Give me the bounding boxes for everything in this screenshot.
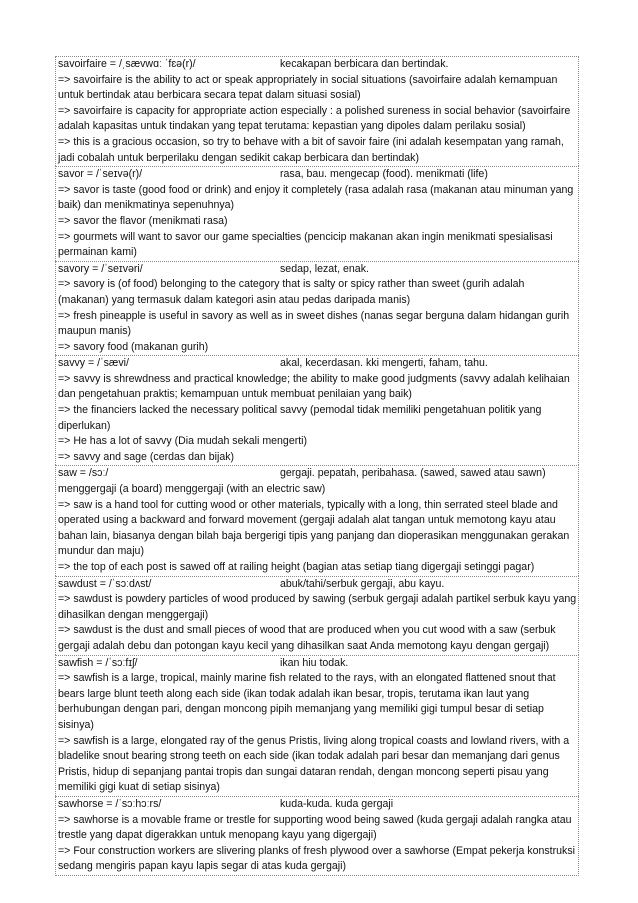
entry-meaning: gergaji. pepatah, peribahasa. (sawed, sawed atau sawn) [280,467,546,480]
entry-meaning: akal, kecerdasan. kki mengerti, faham, tahu. [280,357,488,370]
example-line: => savory food (makanan gurih) [58,340,209,353]
entry-term: savoirfaire = /ˌsævwɑː ˈfɛə(r)/ [58,58,196,70]
entry-meaning: kecakapan berbicara dan bertindak. [280,58,449,70]
entry-term: savor = /ˈseɪvə(r)/ [58,168,143,181]
example-line: => savoirfaire is the ability to act or speak appropriately in social situations (savoirfaire adalah kemampuan untuk bertindak atau berbicara secara tepat dalam situasi sosial) [58,73,558,102]
entry-sawdust [55,576,579,655]
entry-meaning: kuda-kuda. kuda gergaji [280,797,394,810]
example-line: => sawhorse is a movable frame or trestle for supporting wood being sawed (kuda gergaji adalah rangka atau trestle yang dapat digerakkan untuk menopang kayu yang digergaji) [58,813,572,842]
example-line: => gourmets will want to savor our game specialties (pencicip makanan akan ingin menikmati spesialisasi permainan kami) [58,230,553,259]
example-line: => the top of each post is sawed off at railing height (bagian atas setiap tiang digergaji setinggi pagar) [58,561,535,573]
example-line: => savvy and sage (cerdas dan bijak) [58,450,235,463]
entry-head [58,466,577,482]
example-line: => He has a lot of savvy (Dia mudah sekali mengerti) [58,435,308,448]
entry-head [58,57,577,73]
entry-term: sawdust = /ˈsɔːdʌst/ [58,577,152,590]
entry-term: sawfish = /ˈsɔːfɪʃ/ [58,656,138,669]
example-line: => savvy is shrewdness and practical knowledge; the ability to make good judgments (savvy adalah kelihaian dan pengetahuan praktis; kemampuan untuk membuat penilaian yang baik) [58,372,570,401]
example-line: => savor the flavor (menikmati rasa) [58,214,228,227]
entry-meaning: ikan hiu todak. [280,656,349,669]
entry-head [58,262,577,278]
example-line: => the financiers lacked the necessary political savvy (pemodal tidak memiliki pengetahuan politik yang diperlukan) [58,404,542,432]
dictionary-page [55,56,579,876]
example-line: => savory is (of food) belonging to the category that is salty or spicy rather than sweet (gurih adalah (makanan) yang termasuk dalam kategori asin atau pedas daripada manis) [58,278,525,306]
example-line: => Four construction workers are slivering planks of fresh plywood over a sawhorse (Empat pekerja konstruksi sedang mengiris papan kayu lapis segar di atas kuda gergaji) [58,844,575,873]
entry-savvy [55,355,579,465]
entry-term: savvy = /ˈsævi/ [58,357,129,370]
entry-meaning: rasa, bau. mengecap (food). menikmati (life) [280,168,488,181]
entry-savor [55,166,579,261]
example-line: => savor is taste (good food or drink) and enjoy it completely (rasa adalah rasa (makanan atau minuman yang baik) dan menikmatinya sepenuhnya) [58,183,574,212]
entry-meaning: sedap, lezat, enak. [280,262,369,275]
entry-term: savory = /ˈseɪvəri/ [58,262,143,275]
entry-head [58,167,577,183]
entry-head [58,656,577,672]
example-line: => sawdust is the dust and small pieces of wood that are produced when you cut wood with a saw (serbuk gergaji adalah debu dan potongan kayu kecil yang dihasilkan saat Anda memotong kayu dengan gergaji) [58,624,556,652]
example-line: => sawfish is a large, elongated ray of the genus Pristis, living along tropical coasts and lowland rivers, with a bladelike snout bearing strong teeth on each side (ikan todak adalah pari besar dan memanjang dari genus Pristis, hidup di sepanjang pantai tropis dan sungai dataran rendah, dengan moncong seperti pisau yang memiliki gigi kuat di setiap sisinya) [58,734,570,794]
example-line: => sawfish is a large, tropical, mainly marine fish related to the rays, with an elongated flattened snout that bears large blunt teeth along each side (ikan todak adalah ikan besar, tropis, terutama ikan laut yang berhubungan dengan pari, dengan moncong pipih memanjang yang memiliki gigi tumpul besar di setiap sisinya) [58,672,556,731]
example-line: => fresh pineapple is useful in savory as well as in sweet dishes (nanas segar berguna dalam hidangan gurih maupun manis) [58,309,570,338]
entry-term: sawhorse = /ˈsɔːhɔːrs/ [58,797,162,810]
example-line: => this is a gracious occasion, so try to behave with a bit of savoir faire (ini adalah kesempatan yang ramah, jadi cobalah untuk berperilaku dengan sedikit cakap berbicara dan bertindak) [58,135,564,164]
entry-sawhorse [55,796,579,876]
example-line: => saw is a hand tool for cutting wood or other materials, typically with a long, thin serrated steel blade and operated using a backward and forward movement (gergaji adalah alat tangan untuk memotong kayu atau bahan lain, biasanya dengan bilah baja bergerigi tipis yang panjang dan dioperasikan menggunakan gerakan mundur dan maju) [58,498,570,558]
example-line: => savoirfaire is capacity for appropriate action especially : a polished sureness in social behavior (savoirfaire adalah kapasitas untuk tindakan yang tepat terutama: kepastian yang dipoles dalam perilaku sosial) [58,104,571,133]
example-line: => sawdust is powdery particles of wood produced by sawing (serbuk gergaji adalah partikel serbuk kayu yang dihasilkan dengan menggergaji) [58,593,577,621]
entry-savoirfaire [55,56,579,166]
entry-meaning: abuk/tahi/serbuk gergaji, abu kayu. [280,577,445,590]
entry-savory [55,261,579,356]
entry-term: saw = /sɔː/ [58,467,109,480]
entry-sawfish [55,655,579,796]
entry-head [58,797,577,813]
entry-head [58,356,577,372]
example-line: menggergaji (a board) menggergaji (with an electric saw) [58,483,326,496]
entry-head [58,577,577,593]
entry-saw [55,465,579,575]
